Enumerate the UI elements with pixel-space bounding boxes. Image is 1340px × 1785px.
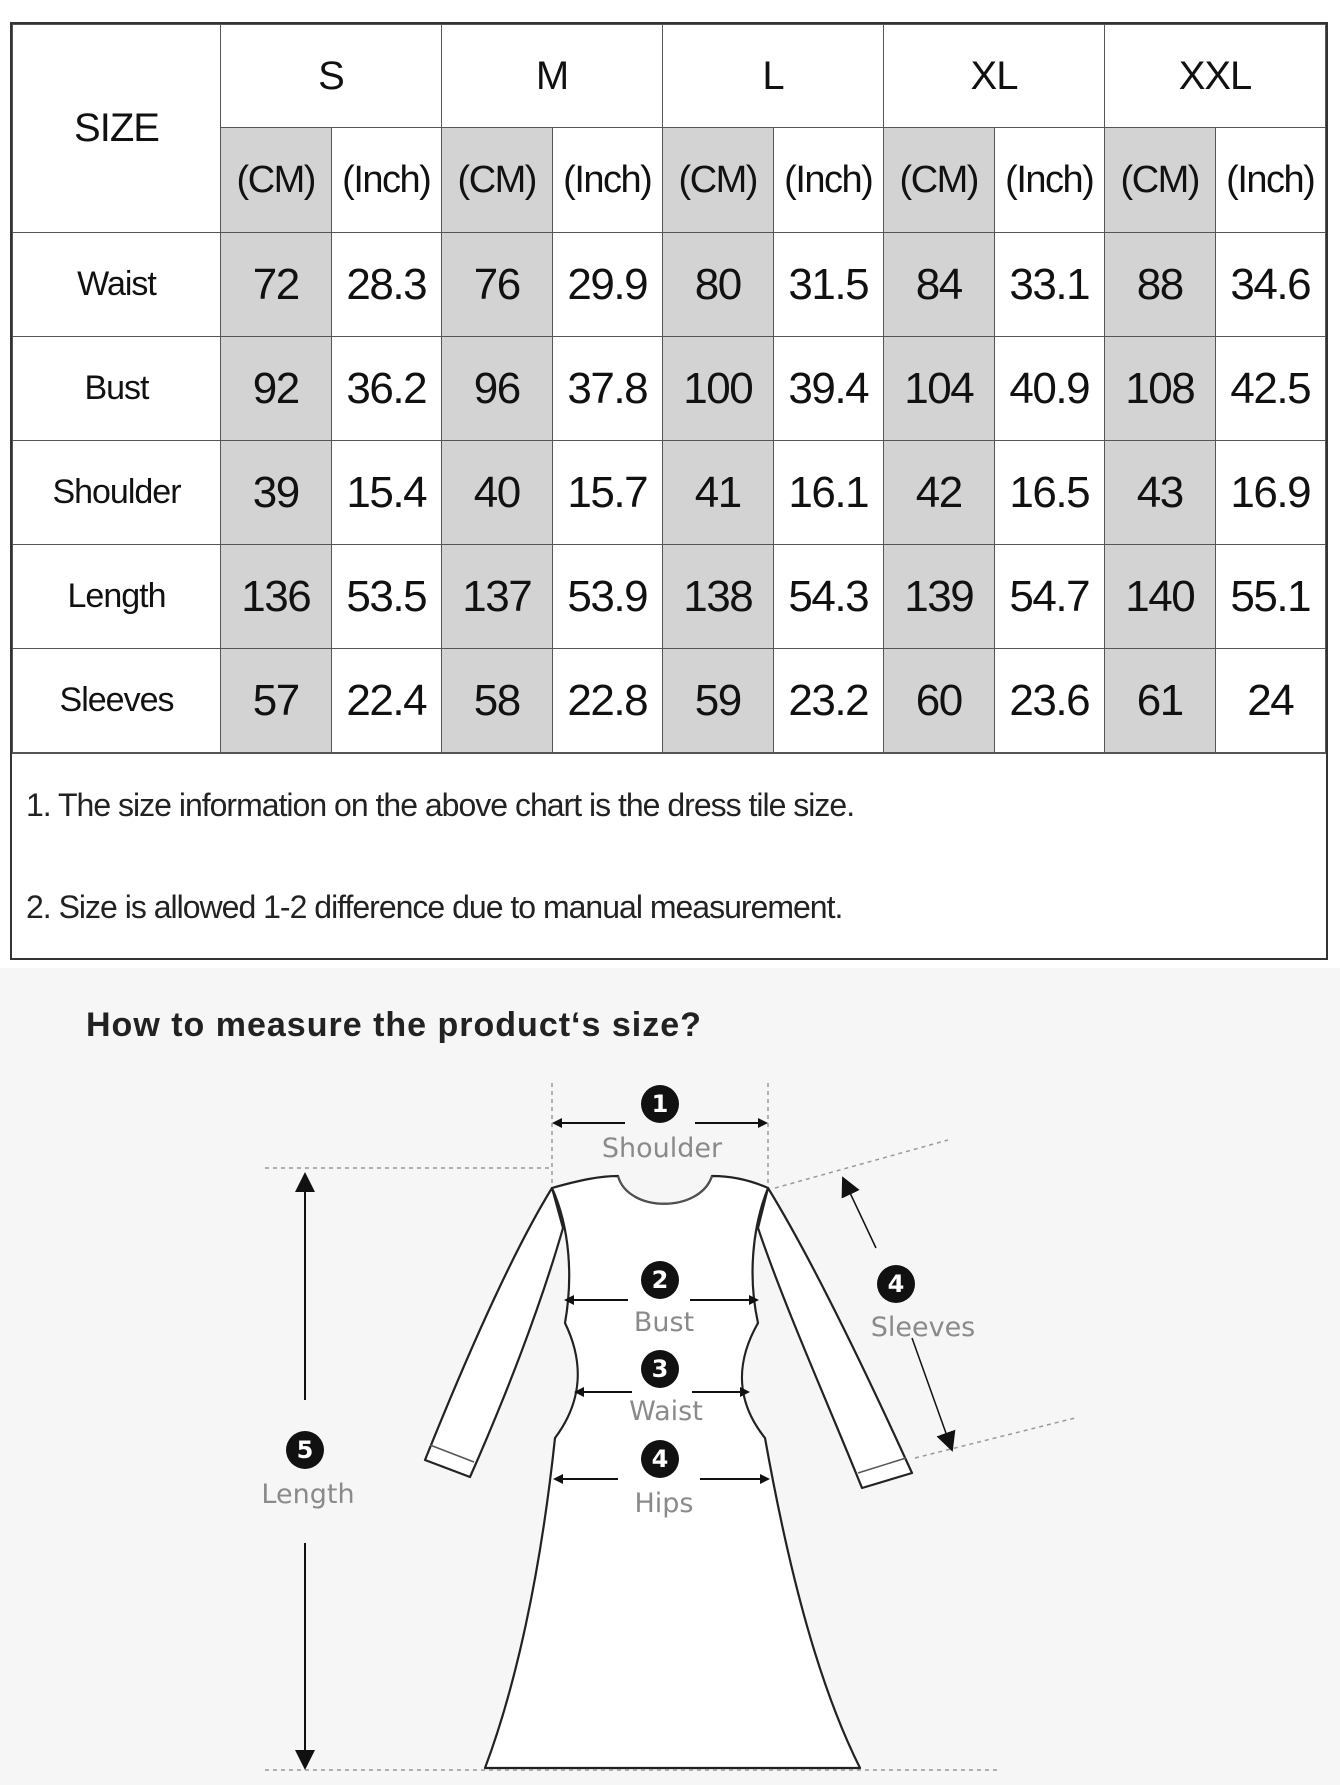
hips-label: Hips xyxy=(634,1488,694,1519)
table-cell: 137 xyxy=(442,545,553,649)
table-cell: 60 xyxy=(884,649,995,753)
unit-header-xl-inch: (Inch) xyxy=(994,128,1105,233)
row-label: Bust xyxy=(13,337,221,441)
table-cell: 40 xyxy=(442,441,553,545)
table-cell: 36.2 xyxy=(331,337,442,441)
table-cell: 53.9 xyxy=(552,545,663,649)
table-cell: 42.5 xyxy=(1215,337,1326,441)
table-cell: 84 xyxy=(884,233,995,337)
size-table-body xyxy=(13,25,1326,753)
shoulder-badge-num: 1 xyxy=(651,1090,669,1118)
waist-label: Waist xyxy=(629,1396,703,1427)
table-cell: 72 xyxy=(221,233,332,337)
unit-header-xxl-cm: (CM) xyxy=(1105,128,1216,233)
row-label: Length xyxy=(13,545,221,649)
table-cell: 43 xyxy=(1105,441,1216,545)
table-cell: 37.8 xyxy=(552,337,663,441)
unit-header-xxl-inch: (Inch) xyxy=(1215,128,1326,233)
table-cell: 53.5 xyxy=(331,545,442,649)
table-cell: 108 xyxy=(1105,337,1216,441)
dress-diagram xyxy=(0,968,1340,1785)
table-cell: 39.4 xyxy=(773,337,884,441)
table-cell: 16.5 xyxy=(994,441,1105,545)
bust-badge-num: 2 xyxy=(651,1266,669,1294)
shoulder-marker xyxy=(554,1085,766,1164)
table-cell: 80 xyxy=(663,233,774,337)
length-badge-num: 5 xyxy=(296,1436,314,1464)
unit-header-s-cm: (CM) xyxy=(221,128,332,233)
measure-guide xyxy=(0,968,1340,1785)
table-cell: 42 xyxy=(884,441,995,545)
table-cell: 54.7 xyxy=(994,545,1105,649)
length-marker xyxy=(261,1174,354,1768)
table-cell: 31.5 xyxy=(773,233,884,337)
size-corner-label: SIZE xyxy=(13,25,221,233)
row-label: Sleeves xyxy=(13,649,221,753)
table-cell: 33.1 xyxy=(994,233,1105,337)
table-cell: 34.6 xyxy=(1215,233,1326,337)
table-row-waist xyxy=(13,233,1326,337)
unit-header-m-inch: (Inch) xyxy=(552,128,663,233)
size-header-row xyxy=(13,25,1326,128)
shoulder-label: Shoulder xyxy=(601,1133,723,1164)
table-cell: 22.4 xyxy=(331,649,442,753)
table-cell: 96 xyxy=(442,337,553,441)
table-cell: 15.4 xyxy=(331,441,442,545)
size-header-m: M xyxy=(442,25,663,128)
size-notes xyxy=(12,753,1326,959)
note-1: 1. The size information on the above chart is the dress tile size. xyxy=(26,787,855,823)
table-cell: 92 xyxy=(221,337,332,441)
size-header-l: L xyxy=(663,25,884,128)
table-cell: 54.3 xyxy=(773,545,884,649)
table-cell: 139 xyxy=(884,545,995,649)
table-row-bust xyxy=(13,337,1326,441)
unit-header-xl-cm: (CM) xyxy=(884,128,995,233)
table-cell: 15.7 xyxy=(552,441,663,545)
table-cell: 22.8 xyxy=(552,649,663,753)
unit-header-m-cm: (CM) xyxy=(442,128,553,233)
unit-header-l-cm: (CM) xyxy=(663,128,774,233)
size-chart xyxy=(10,22,1328,960)
table-row-sleeves xyxy=(13,649,1326,753)
row-label: Shoulder xyxy=(13,441,221,545)
hips-badge-num: 4 xyxy=(651,1445,669,1473)
table-cell: 16.9 xyxy=(1215,441,1326,545)
table-cell: 23.6 xyxy=(994,649,1105,753)
table-cell: 138 xyxy=(663,545,774,649)
note-2: 2. Size is allowed 1-2 difference due to manual measurement. xyxy=(26,889,843,925)
table-cell: 136 xyxy=(221,545,332,649)
table-cell: 59 xyxy=(663,649,774,753)
size-table xyxy=(12,24,1326,753)
table-cell: 76 xyxy=(442,233,553,337)
size-header-s: S xyxy=(221,25,442,128)
measure-title: How to measure the product‘s size? xyxy=(86,1006,702,1044)
table-cell: 23.2 xyxy=(773,649,884,753)
table-cell: 41 xyxy=(663,441,774,545)
table-cell: 39 xyxy=(221,441,332,545)
table-cell: 100 xyxy=(663,337,774,441)
waist-badge-num: 3 xyxy=(651,1355,669,1383)
table-cell: 104 xyxy=(884,337,995,441)
row-label: Waist xyxy=(13,233,221,337)
table-cell: 55.1 xyxy=(1215,545,1326,649)
length-label: Length xyxy=(261,1479,355,1510)
size-header-xxl: XXL xyxy=(1105,25,1326,128)
table-cell: 58 xyxy=(442,649,553,753)
bust-label: Bust xyxy=(633,1307,695,1338)
table-cell: 88 xyxy=(1105,233,1216,337)
sleeves-badge-num: 4 xyxy=(887,1270,905,1298)
sleeves-label: Sleeves xyxy=(870,1312,976,1343)
table-cell: 24 xyxy=(1215,649,1326,753)
size-header-xl: XL xyxy=(884,25,1105,128)
unit-header-s-inch: (Inch) xyxy=(331,128,442,233)
table-cell: 40.9 xyxy=(994,337,1105,441)
table-cell: 57 xyxy=(221,649,332,753)
table-row-shoulder xyxy=(13,441,1326,545)
table-row-length xyxy=(13,545,1326,649)
unit-header-l-inch: (Inch) xyxy=(773,128,884,233)
table-cell: 29.9 xyxy=(552,233,663,337)
table-cell: 28.3 xyxy=(331,233,442,337)
table-cell: 140 xyxy=(1105,545,1216,649)
table-cell: 16.1 xyxy=(773,441,884,545)
table-cell: 61 xyxy=(1105,649,1216,753)
